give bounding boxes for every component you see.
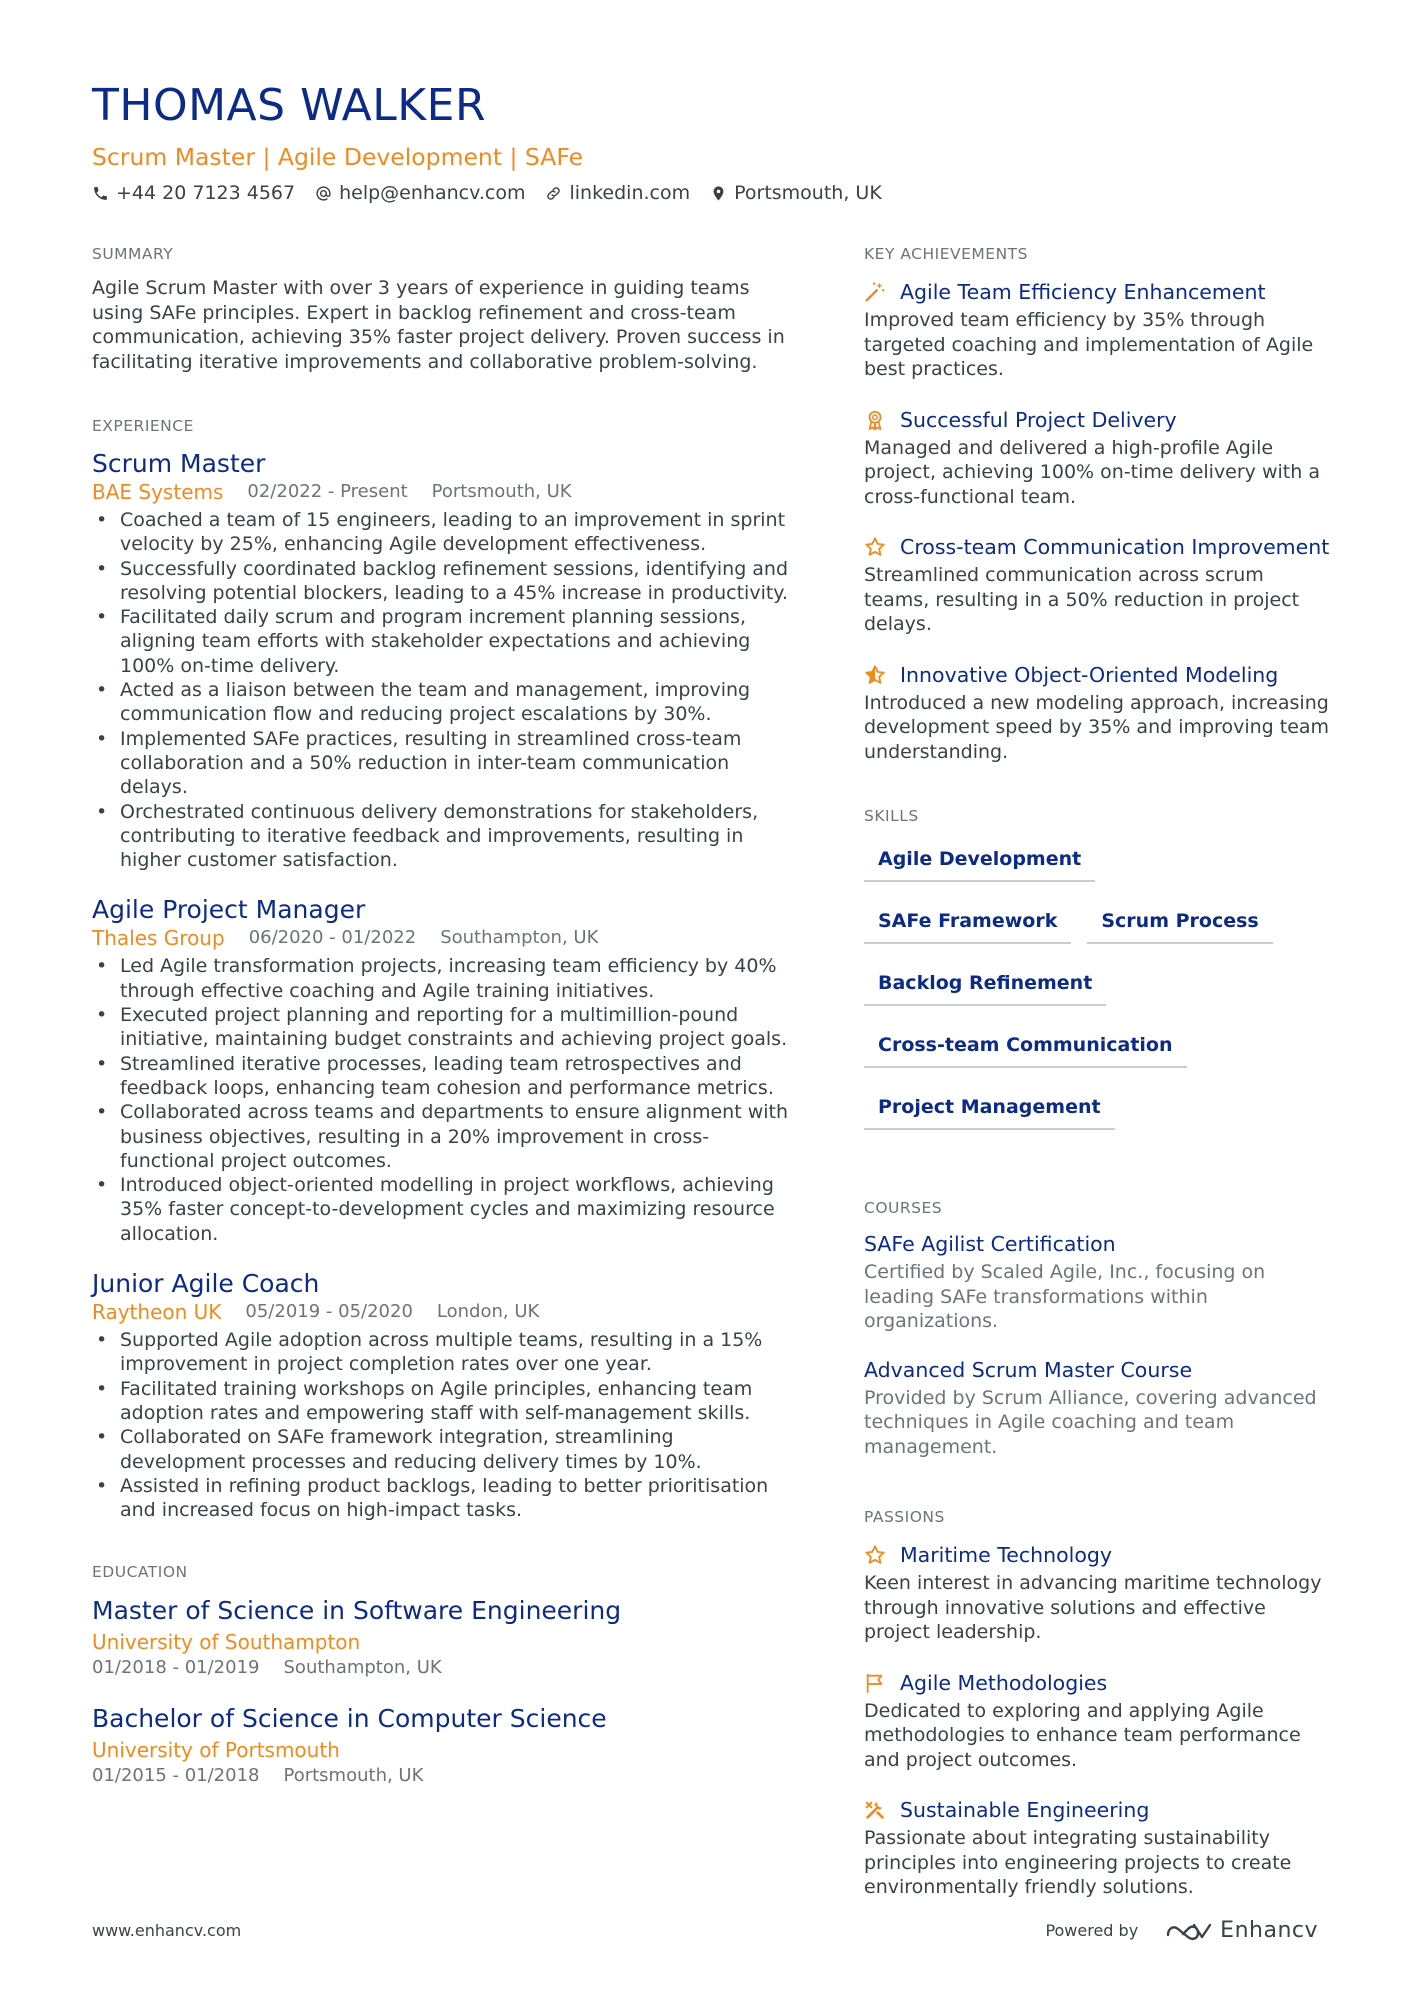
- achievement-desc: Managed and delivered a high-profile Agile project, achieving 100% on-time delivery with a cross-functional team.: [864, 436, 1320, 508]
- achievement-title: Cross-team Communication Improvement: [900, 535, 1330, 559]
- achievement-header: [864, 533, 1334, 561]
- powered-by: [1045, 1918, 1318, 1943]
- experience-heading: EXPERIENCE: [92, 417, 194, 435]
- job-entry: [92, 448, 792, 872]
- phone-text: +44 20 7123 4567: [116, 182, 296, 204]
- job-bullet: • Assisted in refining product backlogs, leading to better prioritisation and increased focus on high-impact tasks.: [92, 1474, 792, 1523]
- job-bullet: • Orchestrated continuous delivery demonstrations for stakeholders, contributing to iterative feedback and improvements, resulting in higher customer satisfaction.: [92, 800, 792, 873]
- contact-email[interactable]: [315, 180, 525, 206]
- powered-by-label: Powered by: [1045, 1921, 1139, 1940]
- achievement-title: Innovative Object-Oriented Modeling: [900, 662, 1279, 687]
- course-entry: [864, 1230, 1334, 1334]
- skills-section: [864, 804, 1334, 1150]
- job-bullet: • Streamlined iterative processes, leading team retrospectives and feedback loops, enhancing team cohesion and performance metrics.: [92, 1052, 792, 1101]
- enhancv-logo[interactable]: [1164, 1918, 1318, 1943]
- experience-section: [92, 414, 792, 1522]
- job-company: Thales Group: [92, 926, 225, 951]
- passion-header: [864, 1669, 1334, 1697]
- skills-list: [864, 840, 1334, 1150]
- passions-section: [864, 1505, 1334, 1900]
- job-entry: [92, 894, 792, 1246]
- edu-school: University of Portsmouth: [92, 1738, 340, 1763]
- contact-linkedin[interactable]: [545, 180, 690, 206]
- course-entry: [864, 1356, 1334, 1460]
- location-text: Portsmouth, UK: [734, 182, 882, 204]
- at-icon: [315, 185, 332, 202]
- edu-degree: Bachelor of Science in Computer Science: [92, 1704, 607, 1734]
- courses-section: [864, 1196, 1334, 1459]
- education-entry: [92, 1702, 792, 1788]
- achievement-entry: [864, 533, 1334, 637]
- achievement-entry: [864, 661, 1334, 765]
- job-title: Scrum Master: [92, 449, 266, 478]
- job-title: Junior Agile Coach: [92, 1269, 320, 1299]
- job-location: Southampton, UK: [440, 927, 599, 949]
- courses-heading: COURSES: [864, 1199, 943, 1217]
- achievement-title: Successful Project Delivery: [900, 407, 1177, 432]
- achievement-entry: [864, 278, 1334, 382]
- edu-meta: [92, 1764, 792, 1788]
- job-bullet: • Successfully coordinated backlog refinement sessions, identifying and resolving potential blockers, leading to a 45% increase in productivity.: [92, 557, 792, 606]
- achievement-header: [864, 661, 1334, 689]
- job-entry: [92, 1268, 792, 1522]
- contact-bar: [92, 180, 1332, 206]
- achievement-desc: Streamlined communication across scrum teams, resulting in a 50% reduction in project delays.: [864, 564, 1300, 635]
- achievement-title: Agile Team Efficiency Enhancement: [900, 280, 1266, 304]
- left-column: [92, 242, 792, 1788]
- contact-location: [710, 180, 882, 206]
- job-company: BAE Systems: [92, 480, 224, 504]
- education-entry: [92, 1594, 792, 1680]
- job-bullet: • Led Agile transformation projects, increasing team efficiency by 40% through effective coaching and Agile training initiatives.: [92, 954, 792, 1003]
- footer-url[interactable]: www.enhancv.com: [92, 1921, 242, 1940]
- education-heading: EDUCATION: [92, 1563, 188, 1582]
- resume-header: [92, 80, 1332, 206]
- passion-header: [864, 1796, 1334, 1824]
- job-bullet: • Collaborated on SAFe framework integration, streamlining development processes and reducing delivery times by 10%.: [92, 1425, 792, 1474]
- linkedin-text[interactable]: linkedin.com: [569, 182, 691, 204]
- achievement-header: [864, 278, 1334, 306]
- edu-school: University of Southampton: [92, 1630, 361, 1655]
- job-dates: 05/2019 - 05/2020: [245, 1301, 413, 1323]
- course-title: Advanced Scrum Master Course: [864, 1357, 1193, 1382]
- achievement-header: [864, 406, 1334, 434]
- job-title: Agile Project Manager: [92, 895, 366, 925]
- award-ribbon-icon: [864, 409, 886, 431]
- job-bullet: • Implemented SAFe practices, resulting in streamlined cross-team collaboration and a 50% reduction in inter-team communication delays.: [92, 727, 792, 800]
- job-bullet: • Facilitated daily scrum and program increment planning sessions, aligning team efforts with stakeholder expectations and achieving 100% on-time delivery.: [92, 605, 792, 678]
- star-outline-icon: [864, 1544, 886, 1566]
- star-half-icon: [864, 664, 886, 686]
- candidate-headline: Scrum Master | Agile Development | SAFe: [92, 143, 584, 171]
- edu-location: Portsmouth, UK: [283, 1765, 424, 1787]
- edu-degree: Master of Science in Software Engineering: [92, 1596, 622, 1626]
- location-pin-icon: [710, 185, 727, 202]
- passion-entry: [864, 1541, 1334, 1645]
- skill-tag: Cross-team Communication: [864, 1026, 1187, 1068]
- job-company: Raytheon UK: [92, 1300, 222, 1325]
- skill-tag: SAFe Framework: [864, 902, 1071, 944]
- edu-dates: 01/2015 - 01/2018: [92, 1765, 260, 1787]
- achievements-section: [864, 242, 1334, 764]
- edu-meta: [92, 1656, 792, 1680]
- passion-header: [864, 1541, 1334, 1569]
- job-bullet: • Supported Agile adoption across multiple teams, resulting in a 15% improvement in project completion rates over one year.: [92, 1328, 792, 1377]
- link-icon: [545, 185, 562, 202]
- right-column: [864, 242, 1334, 1900]
- passion-desc: Dedicated to exploring and applying Agile methodologies to enhance team performance and project outcomes.: [864, 1699, 1301, 1771]
- passion-entry: [864, 1669, 1334, 1773]
- job-bullet: • Executed project planning and reporting for a multimillion-pound initiative, maintaining budget constraints and achieving project goals.: [92, 1003, 792, 1052]
- candidate-name: THOMAS WALKER: [92, 80, 487, 131]
- job-location: Portsmouth, UK: [431, 481, 572, 502]
- job-bullet: • Collaborated across teams and departments to ensure alignment with business objectives, resulting in a 20% improvement in cross-functional project outcomes.: [92, 1100, 792, 1173]
- email-text[interactable]: help@enhancv.com: [339, 182, 526, 204]
- job-bullet: • Acted as a liaison between the team and management, improving communication flow and reducing project escalations by 30%.: [92, 678, 792, 727]
- job-bullet: • Introduced object-oriented modelling in project workflows, achieving 35% faster concept-to-development cycles and maximizing resource allocation.: [92, 1173, 792, 1246]
- flag-icon: [864, 1672, 886, 1694]
- job-bullets: [92, 508, 792, 872]
- summary-section: [92, 242, 792, 374]
- job-bullets: [92, 1328, 792, 1522]
- job-meta: [92, 926, 792, 950]
- page-footer: [92, 1918, 1318, 1943]
- phone-icon: [92, 185, 109, 202]
- job-dates: 06/2020 - 01/2022: [248, 927, 417, 949]
- passion-title: Agile Methodologies: [900, 1670, 1108, 1695]
- summary-heading: SUMMARY: [92, 245, 174, 263]
- skill-tag: Scrum Process: [1087, 902, 1272, 944]
- achievement-desc: Introduced a new modeling approach, increasing development speed by 35% and improving team understanding.: [864, 691, 1330, 763]
- job-meta: [92, 480, 792, 504]
- contact-phone: [92, 180, 295, 206]
- passion-desc: Passionate about integrating sustainability principles into engineering projects to create environmentally friendly solutions.: [864, 1827, 1292, 1898]
- brand-name: Enhancv: [1220, 1918, 1318, 1943]
- edu-location: Southampton, UK: [283, 1657, 442, 1679]
- job-bullet: • Facilitated training workshops on Agile principles, enhancing team adoption rates and empowering staff with self-management skills.: [92, 1377, 792, 1426]
- achievement-desc: Improved team efficiency by 35% through targeted coaching and implementation of Agile best practices.: [864, 309, 1314, 380]
- job-dates: 02/2022 - Present: [247, 481, 408, 502]
- skill-tag: Backlog Refinement: [864, 964, 1106, 1006]
- job-meta: [92, 1300, 792, 1324]
- skills-heading: SKILLS: [864, 807, 919, 825]
- summary-text: Agile Scrum Master with over 3 years of experience in guiding teams using SAFe principles. Expert in backlog refinement and cross-team communication, achieving 35% faster project delivery. Proven success in facilitating iterative improvements and collaborative problem-solving.: [92, 277, 785, 373]
- magic-wand-icon: [864, 281, 886, 303]
- achievements-heading: KEY ACHIEVEMENTS: [864, 245, 1028, 263]
- course-desc: Certified by Scaled Agile, Inc., focusing on leading SAFe transformations within organizations.: [864, 1261, 1266, 1332]
- passion-desc: Keen interest in advancing maritime technology through innovative solutions and effective project leadership.: [864, 1572, 1322, 1643]
- passions-heading: PASSIONS: [864, 1508, 945, 1526]
- passion-title: Maritime Technology: [900, 1543, 1113, 1567]
- job-bullet: • Coached a team of 15 engineers, leading to an improvement in sprint velocity by 25%, enhancing Agile development effectiveness.: [92, 508, 792, 557]
- job-bullets: [92, 954, 792, 1246]
- skill-tag: Agile Development: [864, 840, 1095, 882]
- passion-entry: [864, 1796, 1334, 1900]
- skill-tag: Project Management: [864, 1088, 1115, 1130]
- enhancv-logo-icon: [1164, 1919, 1212, 1943]
- achievement-entry: [864, 406, 1334, 510]
- star-outline-icon: [864, 536, 886, 558]
- tools-icon: [864, 1799, 886, 1821]
- education-section: [92, 1560, 792, 1788]
- course-desc: Provided by Scrum Alliance, covering advanced techniques in Agile coaching and team management.: [864, 1386, 1317, 1458]
- edu-dates: 01/2018 - 01/2019: [92, 1657, 260, 1679]
- course-title: SAFe Agilist Certification: [864, 1232, 1116, 1256]
- passion-title: Sustainable Engineering: [900, 1798, 1150, 1822]
- job-location: London, UK: [436, 1301, 540, 1323]
